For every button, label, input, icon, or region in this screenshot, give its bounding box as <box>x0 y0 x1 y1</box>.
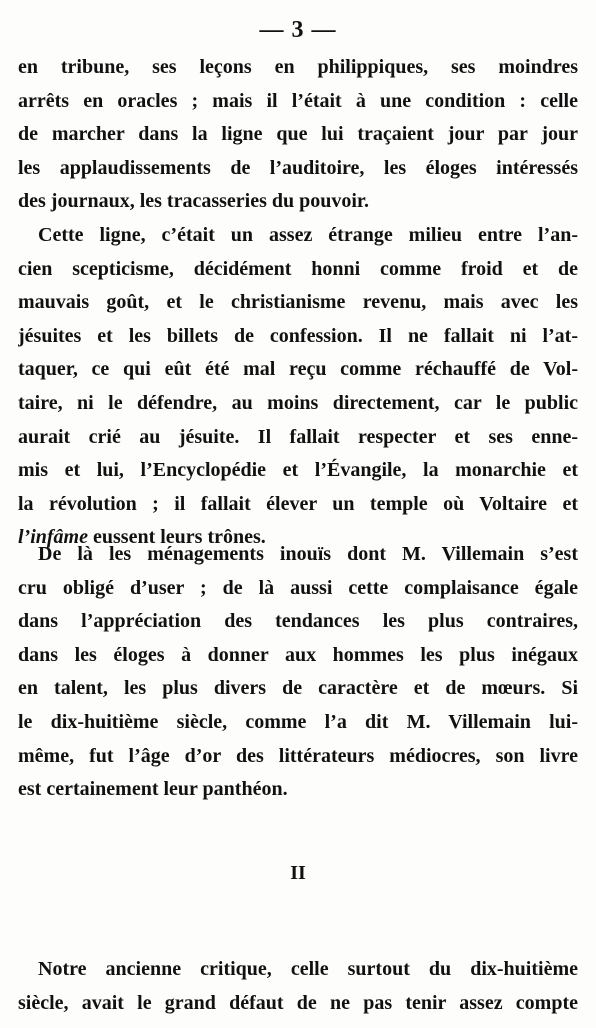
text-line: arrêts en oracles ; mais il l’était à une condition : celle <box>18 89 578 112</box>
text-fragment: eussent leurs trônes. <box>88 526 266 549</box>
paragraph-4 <box>18 953 578 1020</box>
text-line: est certainement leur panthéon. <box>18 778 288 801</box>
text-line: cien scepticisme, décidément honni comme froid et de <box>18 257 578 280</box>
text-line: taquer, ce qui eût été mal reçu comme réchauffé de Vol- <box>18 358 578 381</box>
text-line: dans l’appréciation des tendances les plus contraires, <box>18 610 578 633</box>
text-line: jésuites et les billets de confession. Il ne fallait ni l’at- <box>18 324 578 347</box>
text-line: cru obligé d’user ; de là aussi cette complaisance égale <box>18 576 578 599</box>
text-line: dans les éloges à donner aux hommes les plus inégaux <box>18 643 578 666</box>
page-number: — 3 — <box>259 17 337 43</box>
text-line: de marcher dans la ligne que lui traçaient jour par jour <box>18 123 578 146</box>
text-line: De là les ménagements inouïs dont M. Villemain s’est <box>38 543 578 565</box>
text-line: le dix-huitième siècle, comme l’a dit M. Villemain lui- <box>18 710 578 733</box>
paragraph-3 <box>18 538 578 807</box>
text-line: des journaux, les tracasseries du pouvoir. <box>18 190 369 213</box>
paragraph-2 <box>18 219 578 555</box>
text-line: même, fut l’âge d’or des littérateurs médiocres, son livre <box>18 744 578 767</box>
text-line: en tribune, ses leçons en philippiques, ses moindres <box>18 56 578 78</box>
text-line: les applaudissements de l’auditoire, les éloges intéressés <box>18 156 578 179</box>
text-line: taire, ni le défendre, au moins directement, car le public <box>18 391 578 414</box>
paragraph-1 <box>18 51 578 219</box>
text-line: Notre ancienne critique, celle surtout du dix-huitième <box>38 958 578 980</box>
text-line: la révolution ; il fallait élever un temple où Voltaire et <box>18 492 578 515</box>
italic-word: l’infâme <box>18 526 88 549</box>
text-line: siècle, avait le grand défaut de ne pas tenir assez compte <box>18 991 578 1014</box>
section-heading: II <box>290 862 306 884</box>
text-line: mauvais goût, et le christianisme revenu, mais avec les <box>18 291 578 314</box>
text-line: mis et lui, l’Encyclopédie et l’Évangile, la monarchie et <box>18 459 578 482</box>
text-line: en talent, les plus divers de caractère et de mœurs. Si <box>18 677 578 700</box>
text-line: Cette ligne, c’était un assez étrange milieu entre l’an- <box>38 224 578 246</box>
text-line: aurait crié au jésuite. Il fallait respecter et ses enne- <box>18 425 578 448</box>
